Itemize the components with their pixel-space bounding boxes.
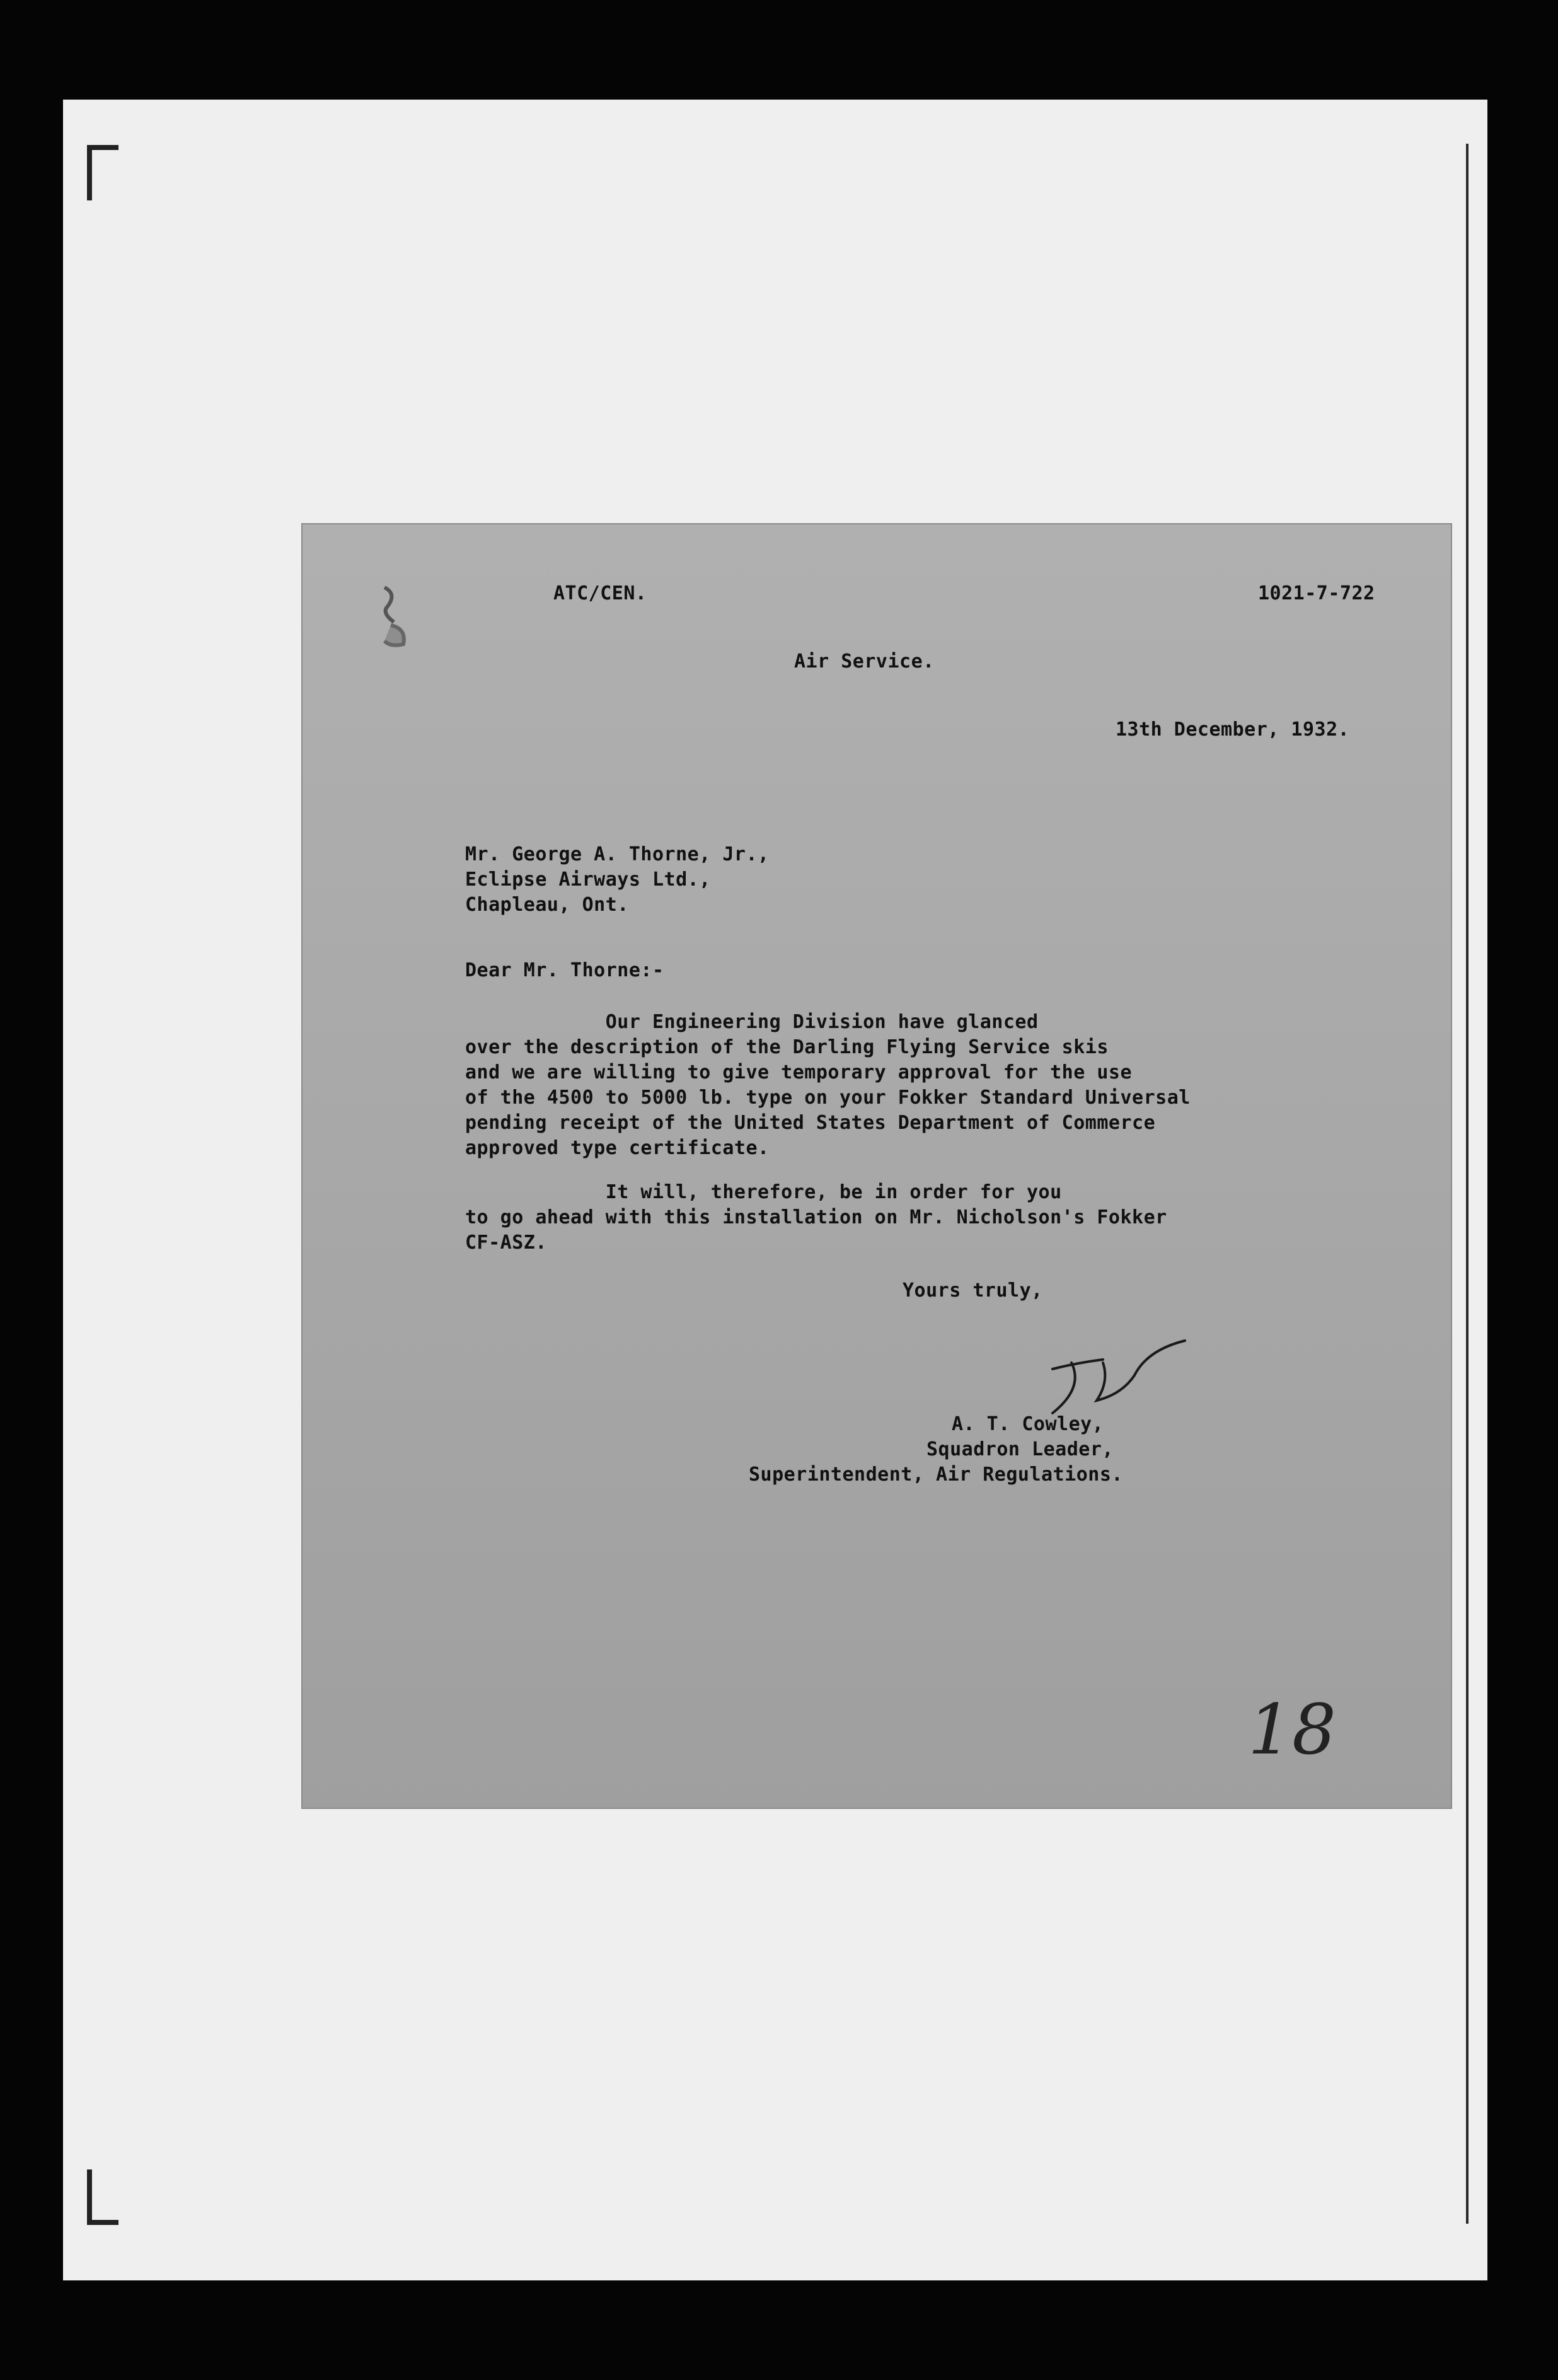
body-line: of the 4500 to 5000 lb. type on your Fokker Standard Universal: [465, 1087, 1191, 1109]
body-line: over the description of the Darling Flying Service skis: [465, 1036, 1109, 1058]
crop-mark-top-left: [87, 145, 118, 200]
reference-left: ATC/CEN.: [553, 582, 647, 604]
signatory-line: Superintendent, Air Regulations.: [749, 1464, 1123, 1486]
body-line: pending receipt of the United States Department of Commerce: [465, 1112, 1156, 1134]
recipient-line: Mr. George A. Thorne, Jr.,: [465, 843, 770, 865]
recipient-line: Eclipse Airways Ltd.,: [465, 869, 711, 891]
body-line: approved type certificate.: [465, 1137, 770, 1159]
body-line: CF-ASZ.: [465, 1232, 547, 1254]
handwritten-signature: [1027, 1325, 1191, 1419]
closing: Yours truly,: [903, 1280, 1043, 1302]
body-line: and we are willing to give temporary approval for the use: [465, 1061, 1133, 1083]
letter-date: 13th December, 1932.: [1116, 719, 1350, 741]
department-heading: Air Service.: [794, 650, 935, 673]
handwritten-folio-number: [1235, 1678, 1355, 1772]
recipient-line: Chapleau, Ont.: [465, 894, 629, 916]
signatory-line: Squadron Leader,: [926, 1438, 1114, 1460]
crop-mark-bottom-left: [87, 2169, 118, 2225]
body-line: It will, therefore, be in order for you: [465, 1181, 1062, 1203]
body-line: to go ahead with this installation on Mr. Nicholson's Fokker: [465, 1206, 1167, 1228]
reference-right: 1021-7-722: [1258, 582, 1375, 604]
signatory-line: A. T. Cowley,: [952, 1413, 1104, 1435]
salutation: Dear Mr. Thorne:-: [465, 959, 664, 981]
body-line: Our Engineering Division have glanced: [465, 1011, 1039, 1033]
staple-holes-icon: [366, 581, 422, 650]
folio-number-text: 18: [1248, 1689, 1336, 1770]
letter-page: [303, 524, 1451, 1808]
